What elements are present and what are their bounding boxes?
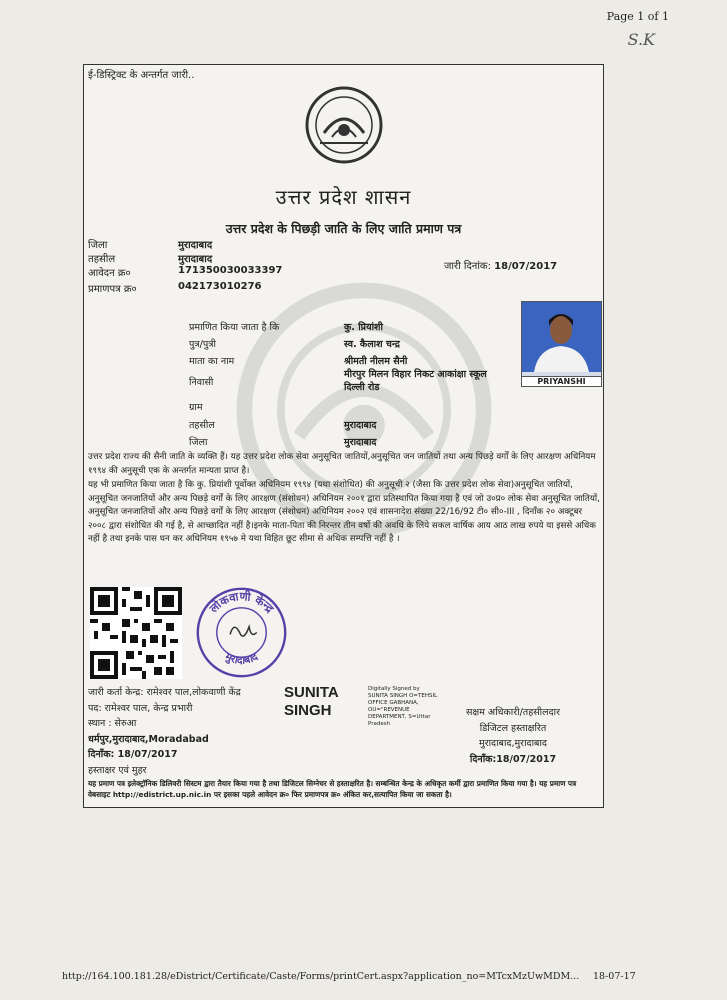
meta-value: मुरादाबाद <box>178 240 213 251</box>
meta-label: तहसील <box>88 254 116 265</box>
issue-date <box>444 258 557 272</box>
meta-label: प्रमाणपत्र क्र० <box>88 284 137 295</box>
signer-name: SUNITA SINGH <box>284 684 339 719</box>
detail-value: मीरपुर मिलन विहार निकट आकांक्षा स्कूल दिल्ली रोड <box>344 369 487 393</box>
page-header: Page 1 of 1 <box>606 10 669 23</box>
handwritten-mark: S.K <box>627 30 655 49</box>
footer-note: यह प्रमाण पत्र इलेक्ट्रॉनिक डिलिवरी सिस्टम द्वारा तैयार किया गया है तथा डिजिटल सिग्नेचर से हस्ताक्षरित है। सम्बन्धित केन्द्र के अधिकृत कर्मी द्वारा प्रमाणित किया गया है। यह प्रमाण पत्र वेबसाइट http://edistrict.up.nic.in पर इसका पहले आवेदन क्र० फिर प्रमाणपत्र क्र० अंकित कर,सत्यापित किया जा सकता है। <box>88 779 577 799</box>
detail-value: कु. प्रियांशी <box>344 322 383 333</box>
page-url: http://164.100.181.28/eDistrict/Certificate/Caste/Forms/printCert.aspx?application_no=MTcxMzUwMDM... <box>62 971 580 982</box>
issue-date-value: 18/07/2017 <box>494 261 558 272</box>
person-photo-icon <box>522 302 601 372</box>
issuer-line: पद: रामेश्वर पाल, केन्द्र प्रभारी <box>88 702 193 714</box>
detail-label: माता का नाम <box>189 356 235 367</box>
issuer-line: हस्ताक्षर एवं मुहर <box>88 764 147 776</box>
detail-value: स्व. कैलाश चन्द्र <box>344 339 400 350</box>
seal-text-top: लोकवाणी केन्द्र <box>206 588 277 616</box>
issuer-line: दिनाँक: 18/07/2017 <box>88 749 178 760</box>
qr-code-icon <box>90 587 182 679</box>
detail-label: तहसील <box>189 420 215 431</box>
detail-label: पुत्र/पुत्री <box>189 339 216 350</box>
detail-label: जिला <box>189 437 208 448</box>
issuer-block <box>88 685 241 778</box>
authority-line: सक्षम अधिकारी/तहसीलदार <box>466 707 560 718</box>
meta-label: आवेदन क्र० <box>88 268 131 279</box>
photo-label: PRIYANSHI <box>522 376 601 386</box>
detail-label: निवासी <box>189 377 214 388</box>
issue-date-label: जारी दिनांक: <box>444 261 491 272</box>
digital-sign-details: Digitally Signed by SUNITA SINGH O=TEHSIL OFFICE GABHANA, OU="REVENUE DEPARTMENT, S=Uttar Pradesh <box>368 686 438 727</box>
issuer-line: स्थान : सेरुआ <box>88 718 137 729</box>
svg-text:लोकवाणी केन्द्र <box>206 589 277 616</box>
meta-value: मुरादाबाद <box>178 254 213 265</box>
certificate-subtitle: उत्तर प्रदेश के पिछड़ी जाति के लिए जाति प्रमाण पत्र <box>225 221 462 236</box>
detail-value: मुरादाबाद <box>344 437 377 448</box>
issuer-line: धर्मपुर,मुरादाबाद,Moradabad <box>88 733 209 745</box>
authority-line: मुरादाबाद,मुरादाबाद <box>479 738 547 749</box>
applicant-photo <box>521 301 602 387</box>
authority-block <box>448 705 578 767</box>
authority-line: डिजिटल हस्ताक्षरित <box>479 722 547 734</box>
digital-signature <box>284 684 438 727</box>
issuer-line: जारी कर्ता केन्द्र: रामेश्वर पाल,लोकवाणी केंद्र <box>88 687 241 698</box>
certificate-paragraph-1: उत्तर प्रदेश राज्य की सैनी जाति के व्यक्ति हैं। यह उत्तर प्रदेश लोक सेवा अनुसूचित जातियों,अनुसूचित जन जातियों तथा अन्य पिछड़े वर्गों के लिए आरक्षण अधिनियम १९९४ की अनुसूची एक के अन्तर्गत मान्यता प्राप्त है। <box>88 452 596 476</box>
meta-value: 171350030033397 <box>178 265 283 276</box>
certificate <box>83 64 604 808</box>
detail-label: प्रमाणित किया जाता है कि <box>189 322 280 333</box>
certificate-paragraph-2: यह भी प्रमाणित किया जाता है कि कु. प्रियांशी पूर्वोक्त अधिनियम १९९४ (यथा संशोधित) की अनुसूची २ (जैसा कि उत्तर प्रदेश लोक सेवा)अनुसूचित जातियों, अनुसूचित जनजातियों और अन्य पिछड़े वर्गों के लिए आरक्षण (संशोधन) अधिनियम २००१ द्वारा प्रतिस्थापित किया गया है एवं जो उ०प्र० लोक सेवा अनुसूचित जातियों, अनुसूचित जनजातियों और अन्य पिछड़े वर्गों के लिए आरक्षण (संशोधन) अधिनियम २००२ एवं शासनादेश संख्या 22/16/92 टी० सी०-III , दिनाँक २० अक्टूबर २००८ द्वारा संशोधित की गई है, से आच्छादित नहीं है।इनके माता-पिता की निरन्तर तीन वर्षो की अवधि के लिये सकल वार्षिक आय आठ लाख रुपये या इससे अधिक नहीं है तथा इनके पास धन कर अधिनियम १९५७ मे यथा विहित छूट सीमा से अधिक सम्पत्ति नहीं है । <box>88 480 600 545</box>
detail-value: मुरादाबाद <box>344 420 377 431</box>
meta-label: जिला <box>88 240 108 251</box>
detail-label: ग्राम <box>189 402 203 413</box>
print-date: 18-07-17 <box>593 971 636 982</box>
issued-under: ई-डिस्ट्रिक्ट के अन्तर्गत जारी.. <box>88 70 195 81</box>
meta-value: 042173010276 <box>178 281 262 292</box>
up-emblem-icon <box>304 85 384 165</box>
detail-value: श्रीमती नीलम सैनी <box>344 356 408 367</box>
seal-text-bottom: मुरादाबाद <box>223 650 260 667</box>
lokvani-seal-icon <box>194 585 289 680</box>
certificate-title: उत्तर प्रदेश शासन <box>275 185 412 209</box>
authority-line: दिनाँक:18/07/2017 <box>469 753 557 765</box>
